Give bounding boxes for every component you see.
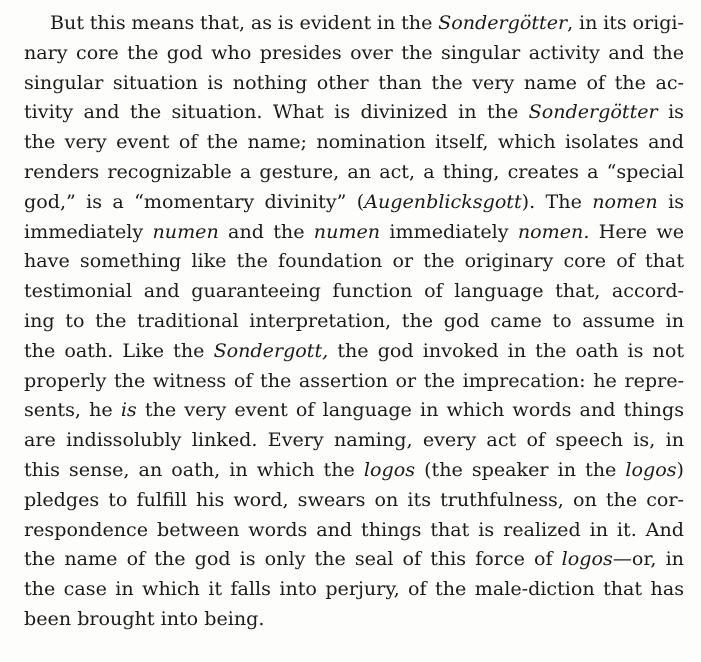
italic-term: logos: [625, 458, 677, 481]
text-run: this sense, an oath, in which the: [24, 458, 364, 481]
text-line: [24, 398, 684, 422]
text-run: have something like the foundation or the originary core of that: [24, 249, 684, 273]
text-line: [24, 160, 684, 184]
text-line: [24, 41, 684, 65]
text-run: the name of the god is only the seal of this force of: [24, 547, 562, 571]
text-line: [24, 309, 684, 333]
text-run: respondence between words and things that is realized in it. And: [24, 517, 684, 541]
text-line: [24, 279, 684, 303]
italic-term: numen: [313, 219, 381, 243]
italic-term: logos: [363, 458, 416, 481]
text-run: (the speaker in the: [415, 458, 626, 481]
text-run: sents, he: [24, 398, 121, 422]
text-line: [24, 488, 684, 512]
text-run: been brought into being.: [24, 607, 265, 630]
text-line: [24, 339, 684, 363]
italic-term: Sondergott,: [213, 338, 329, 362]
text-run: immediately: [24, 219, 153, 243]
text-run: singular situation is nothing other than the very name of the ac-: [24, 70, 684, 94]
text-run: the god invoked in the oath is not: [328, 338, 684, 362]
text-run: the very event of language in which words and things: [136, 398, 684, 422]
text-run: immediately: [380, 219, 518, 243]
text-line: [24, 369, 684, 393]
text-run: is: [657, 189, 684, 213]
italic-term: logos: [561, 547, 613, 571]
text-run: renders recognizable a gesture, an act, a thing, creates a “special: [24, 160, 684, 183]
text-run: god,” is a “momentary divinity” (: [24, 189, 365, 213]
text-line: [24, 518, 684, 542]
italic-term: nomen: [592, 189, 658, 213]
text-run: properly the witness of the assertion or the imprecation: he repre-: [24, 368, 684, 392]
text-run: Here we: [589, 219, 684, 243]
text-line: [24, 130, 684, 154]
text-line: [24, 607, 264, 631]
text-line: [24, 190, 684, 214]
text-line: [24, 71, 684, 95]
text-run: But this means that, as is evident in the: [50, 11, 439, 34]
text-run: tivity and the situation. What is divinized in the: [24, 100, 529, 124]
italic-term: nomen.: [517, 219, 590, 243]
text-run: testimonial and guaranteeing function of language that, accord-: [24, 279, 684, 303]
text-line: [24, 577, 684, 601]
text-run: are indissolubly linked. Every naming, every act of speech is, in: [24, 428, 684, 452]
text-run: ing to the traditional interpretation, the god came to assume in: [24, 309, 684, 332]
text-run: ): [676, 458, 684, 481]
text-run: nary core the god who presides over the singular activity and the: [24, 40, 684, 64]
text-line: [24, 458, 684, 482]
text-run: and the: [218, 219, 314, 243]
text-run: the oath. Like the: [24, 338, 214, 362]
text-run: is: [657, 100, 684, 124]
text-run: the case in which it falls into perjury, of the male-diction that has: [24, 577, 684, 601]
text-line: [24, 220, 684, 244]
text-line: [24, 547, 684, 571]
text-run: pledges to fulfill his word, swears on its truthfulness, on the cor-: [24, 487, 684, 511]
italic-term: numen: [152, 219, 219, 243]
text-run: , in its origi-: [567, 11, 684, 34]
italic-term: Sondergötter: [528, 100, 658, 124]
text-line: [50, 11, 684, 35]
text-run: ). The: [521, 189, 593, 213]
text-line: [24, 428, 684, 452]
italic-term: Augenblicksgott: [364, 189, 522, 213]
text-line: [24, 100, 684, 124]
text-run: the very event of the name; nomination itself, which isolates and: [24, 130, 684, 154]
italic-term: is: [120, 398, 137, 422]
text-run: —or, in: [612, 547, 684, 571]
italic-term: Sondergötter: [438, 11, 568, 34]
text-line: [24, 249, 684, 273]
